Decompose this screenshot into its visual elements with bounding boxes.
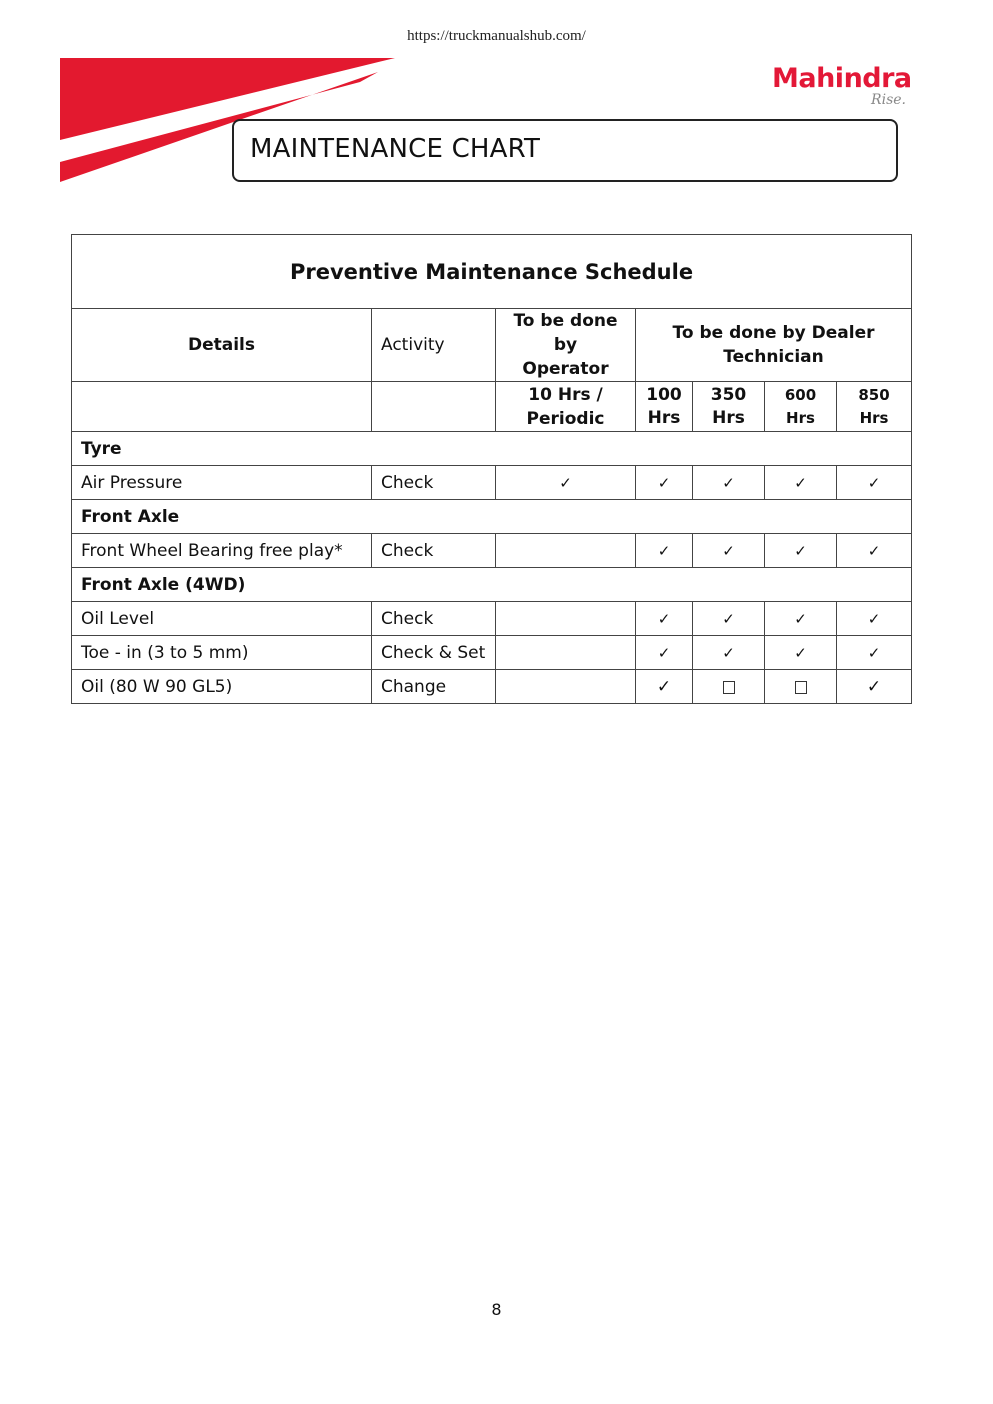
table-row — [72, 534, 912, 568]
interval-100 — [636, 382, 693, 432]
row-detail: Oil Level — [72, 602, 372, 636]
header-dealer — [636, 309, 912, 382]
check-mark: ✓ — [636, 534, 693, 568]
logo-wordmark: Mahindra — [772, 63, 912, 94]
section-title-front-axle: Front Axle — [72, 500, 912, 534]
interval-value: 850 — [858, 385, 890, 404]
empty-box-icon — [795, 681, 807, 694]
row-activity: Check — [372, 602, 496, 636]
empty-mark-cell — [496, 636, 636, 670]
interval-unit: Hrs — [859, 408, 889, 427]
empty-box-cell — [693, 670, 765, 704]
maintenance-schedule-table — [71, 234, 912, 704]
source-url: https://truckmanualshub.com/ — [407, 28, 586, 44]
interval-value: 350 — [710, 384, 747, 405]
row-detail: Oil (80 W 90 GL5) — [72, 670, 372, 704]
interval-850 — [837, 382, 912, 432]
row-detail: Toe - in (3 to 5 mm) — [72, 636, 372, 670]
empty-cell — [372, 382, 496, 432]
empty-box-cell — [765, 670, 837, 704]
table-row — [72, 466, 912, 500]
header-dealer-line1: To be done by Dealer — [672, 323, 875, 343]
check-mark: ✓ — [837, 636, 912, 670]
page-title: MAINTENANCE CHART — [250, 134, 541, 164]
check-mark: ✓ — [636, 602, 693, 636]
check-mark: ✓ — [693, 466, 765, 500]
section-row — [72, 568, 912, 602]
logo-tagline: Rise. — [871, 92, 906, 108]
check-mark: ✓ — [837, 670, 912, 704]
empty-box-icon — [723, 681, 735, 694]
interval-value: 600 — [784, 385, 817, 404]
page-title-box — [232, 119, 898, 182]
empty-mark-cell — [496, 670, 636, 704]
table-row — [72, 636, 912, 670]
page-number: 8 — [491, 1300, 502, 1319]
check-mark: ✓ — [765, 534, 837, 568]
table-caption: Preventive Maintenance Schedule — [72, 235, 912, 309]
check-mark: ✓ — [837, 602, 912, 636]
interval-600 — [765, 382, 837, 432]
check-mark: ✓ — [765, 636, 837, 670]
interval-operator-line2: Periodic — [526, 408, 605, 429]
check-mark: ✓ — [636, 670, 693, 704]
check-mark: ✓ — [837, 534, 912, 568]
row-activity: Check — [372, 534, 496, 568]
empty-cell — [72, 382, 372, 432]
table-row — [72, 670, 912, 704]
header-dealer-line2: Technician — [723, 347, 824, 367]
check-mark: ✓ — [765, 466, 837, 500]
row-detail: Air Pressure — [72, 466, 372, 500]
check-mark: ✓ — [693, 636, 765, 670]
check-mark: ✓ — [693, 602, 765, 636]
row-detail: Front Wheel Bearing free play* — [72, 534, 372, 568]
interval-350 — [693, 382, 765, 432]
section-title-front-axle-4wd: Front Axle (4WD) — [72, 568, 912, 602]
empty-mark-cell — [496, 602, 636, 636]
row-activity: Check — [372, 466, 496, 500]
check-mark: ✓ — [496, 466, 636, 500]
check-mark: ✓ — [636, 466, 693, 500]
table-row — [72, 602, 912, 636]
check-mark: ✓ — [693, 534, 765, 568]
interval-unit: Hrs — [786, 408, 815, 427]
interval-value: 100 — [646, 384, 682, 405]
row-activity: Check & Set — [372, 636, 496, 670]
header-operator — [496, 309, 636, 382]
interval-unit: Hrs — [647, 407, 681, 428]
check-mark: ✓ — [765, 602, 837, 636]
header-operator-line2: Operator — [522, 359, 609, 379]
empty-mark-cell — [496, 534, 636, 568]
interval-unit: Hrs — [712, 407, 745, 428]
mahindra-logo — [772, 63, 912, 112]
header-details: Details — [72, 309, 372, 382]
check-mark: ✓ — [837, 466, 912, 500]
section-row — [72, 432, 912, 466]
check-mark: ✓ — [636, 636, 693, 670]
header-operator-line1: To be done by — [513, 311, 618, 355]
interval-operator — [496, 382, 636, 432]
section-title-tyre: Tyre — [72, 432, 912, 466]
row-activity: Change — [372, 670, 496, 704]
section-row — [72, 500, 912, 534]
header-activity: Activity — [372, 309, 496, 382]
interval-operator-line1: 10 Hrs / — [528, 384, 603, 405]
